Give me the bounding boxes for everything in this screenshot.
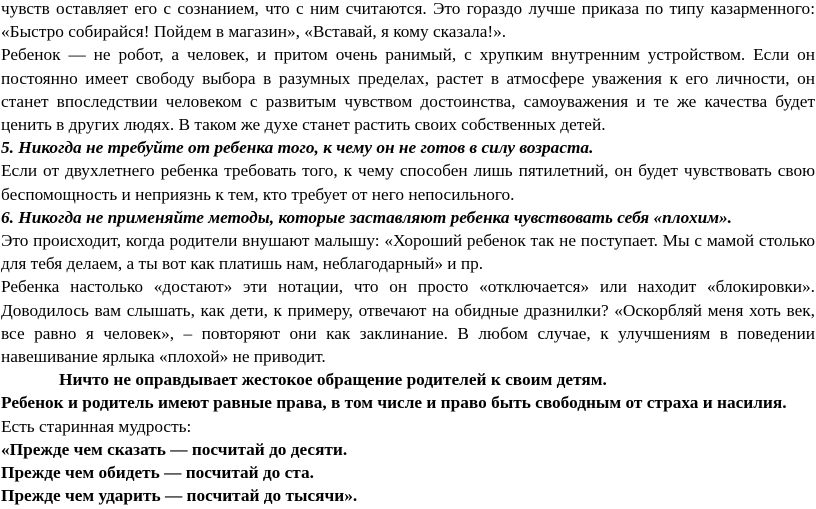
wisdom-line-thousand: Прежде чем ударить — посчитай до тысячи». bbox=[1, 486, 358, 506]
wisdom-line-ten: «Прежде чем сказать — посчитай до десяти. bbox=[1, 439, 348, 459]
rule-6-heading: 6. Никогда не применяйте методы, которые заставляют ребенка чувствовать себя «плохим». bbox=[1, 207, 732, 227]
paragraph-age-demands: Если от двухлетнего ребенка требовать того, к чему способен лишь пятилетний, он будет чувствовать свою беспомощность и неприязнь к тем, кто требует от него непосильного. bbox=[1, 161, 815, 204]
paragraph-command-style: чувств оставляет его с сознанием, что с ним считаются. Это гораздо лучше приказа по типу казарменного: «Быстро собирайся! Пойдем в магазин», «Вставай, я кому сказала!». bbox=[1, 0, 815, 42]
rule-5-heading: 5. Никогда не требуйте от ребенка того, к чему он не готов в силу возраста. bbox=[1, 138, 594, 158]
paragraph-old-wisdom: Есть старинная мудрость: bbox=[1, 416, 192, 436]
paragraph-parents-suggest: Это происходит, когда родители внушают малышу: «Хороший ребенок так не поступает. Мы с мамой столько для тебя делаем, а ты вот как платишь нам, неблагодарный» и пр. bbox=[1, 231, 815, 274]
paragraph-lectures: Ребенка настолько «достают» эти нотации, что он просто «отключается» или находит «блокировки». Доводилось вам слышать, как дети, к примеру, отвечают на обидные дразнилки? «Оскорбляй меня хоть век, все равно я человек», – повторяют они как заклинание. В любом случае, к улучшениям в поведении навешивание ярлыка «плохой» не приводит. bbox=[1, 277, 815, 367]
statement-equal-rights: Ребенок и родитель имеют равные права, в том числе и право быть свободным от страха и насилия. bbox=[1, 393, 787, 413]
paragraph-child-not-robot: Ребенок — не робот, а человек, и притом очень ранимый, с хрупким внутренним устройством. Если он постоянно имеет свободу выбора в разумных пределах, растет в атмосфере уважения к его личности, он станет впоследствии человеком с развитым чувством достоинства, самоуважения и те же качества будет ценить в других людях. В таком же духе станет растить своих собственных детей. bbox=[1, 45, 815, 135]
wisdom-line-hundred: Прежде чем обидеть — посчитай до ста. bbox=[1, 463, 314, 483]
statement-no-cruelty: Ничто не оправдывает жестокое обращение родителей к своим детям. bbox=[59, 370, 607, 390]
